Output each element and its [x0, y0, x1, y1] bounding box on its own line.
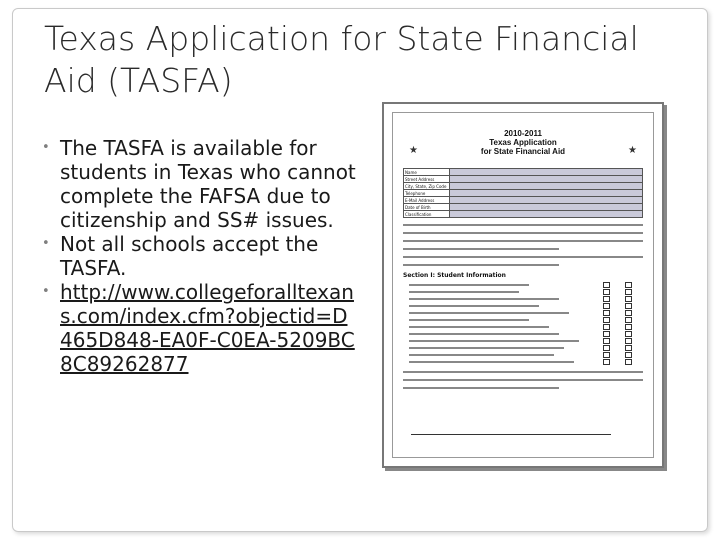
form-field-row — [404, 197, 643, 204]
form-field-value — [450, 176, 643, 183]
star-icon: ★ — [409, 145, 418, 156]
text-line — [403, 240, 643, 242]
form-header — [393, 129, 653, 156]
form-field-label: E-Mail Address — [404, 197, 450, 204]
form-field-row — [404, 204, 643, 211]
form-field-row — [404, 183, 643, 190]
bullet-dot-icon: • — [42, 284, 50, 299]
form-field-label: Name — [404, 169, 450, 176]
checkbox-no-icon — [625, 359, 632, 365]
tasfa-link[interactable]: http://www.collegeforalltexans.com/index.cfm?objectid=D465D848-EA0F-C0EA-5209BC8C89262877 — [60, 280, 355, 376]
text-line — [403, 256, 643, 258]
question-row — [403, 330, 643, 337]
form-title-line: Texas Application — [489, 138, 557, 147]
question-row — [403, 323, 643, 330]
tasfa-form-image — [382, 102, 664, 468]
question-text-line — [409, 284, 529, 286]
question-row — [403, 302, 643, 309]
bullet-dot-icon: • — [42, 236, 50, 251]
question-row — [403, 316, 643, 323]
bullet-text: The TASFA is available for students in Texas who cannot complete the FAFSA due to citizenship and SS# issues. — [60, 136, 356, 232]
form-field-value — [450, 204, 643, 211]
bullet-item — [40, 280, 360, 376]
form-field-value — [450, 190, 643, 197]
form-field-label: Date of Birth — [404, 204, 450, 211]
question-text-line — [409, 333, 559, 335]
form-field-row — [404, 169, 643, 176]
form-section-title: Section I: Student Information — [403, 272, 506, 279]
form-subheader-line — [393, 158, 653, 163]
text-line — [403, 224, 643, 226]
question-text-line — [409, 361, 574, 363]
question-row — [403, 309, 643, 316]
form-field-row — [404, 176, 643, 183]
text-line — [403, 232, 643, 234]
question-row — [403, 288, 643, 295]
slide-title: Texas Application for State Financial Aid (TASFA) — [44, 19, 639, 100]
text-line — [403, 387, 559, 389]
form-field-row — [404, 190, 643, 197]
question-row — [403, 281, 643, 288]
form-field-value — [450, 211, 643, 218]
question-row — [403, 344, 643, 351]
text-line — [403, 248, 559, 250]
bullet-item — [40, 136, 360, 232]
question-text-line — [409, 291, 519, 293]
form-fields-table — [403, 168, 643, 218]
question-text-line — [409, 347, 564, 349]
text-line — [403, 371, 643, 373]
form-border — [392, 112, 654, 458]
question-text-line — [409, 305, 539, 307]
question-text-line — [409, 326, 549, 328]
text-line — [403, 264, 559, 266]
star-icon: ★ — [628, 145, 637, 156]
question-row — [403, 358, 643, 365]
form-year: 2010-2011 — [504, 129, 542, 138]
form-field-value — [450, 197, 643, 204]
bullet-dot-icon: • — [42, 140, 50, 155]
bullet-item — [40, 232, 360, 280]
checkbox-yes-icon — [603, 359, 610, 365]
form-title-line: for State Financial Aid — [480, 147, 566, 156]
question-text-line — [409, 298, 559, 300]
form-field-value — [450, 183, 643, 190]
question-text-line — [409, 319, 529, 321]
question-text-line — [409, 340, 579, 342]
form-field-label: City, State, Zip Code — [404, 183, 450, 190]
question-row — [403, 295, 643, 302]
form-field-row — [404, 211, 643, 218]
form-field-label: Telephone — [404, 190, 450, 197]
signature-line — [411, 434, 611, 435]
form-field-label: Street Address — [404, 176, 450, 183]
form-field-value — [450, 169, 643, 176]
question-list — [393, 281, 653, 365]
bullet-text: Not all schools accept the TASFA. — [60, 232, 319, 280]
question-row — [403, 337, 643, 344]
bullet-list — [40, 136, 360, 376]
form-field-label: Classification — [404, 211, 450, 218]
text-line — [403, 379, 643, 381]
question-text-line — [409, 354, 554, 356]
question-text-line — [409, 312, 569, 314]
question-row — [403, 351, 643, 358]
